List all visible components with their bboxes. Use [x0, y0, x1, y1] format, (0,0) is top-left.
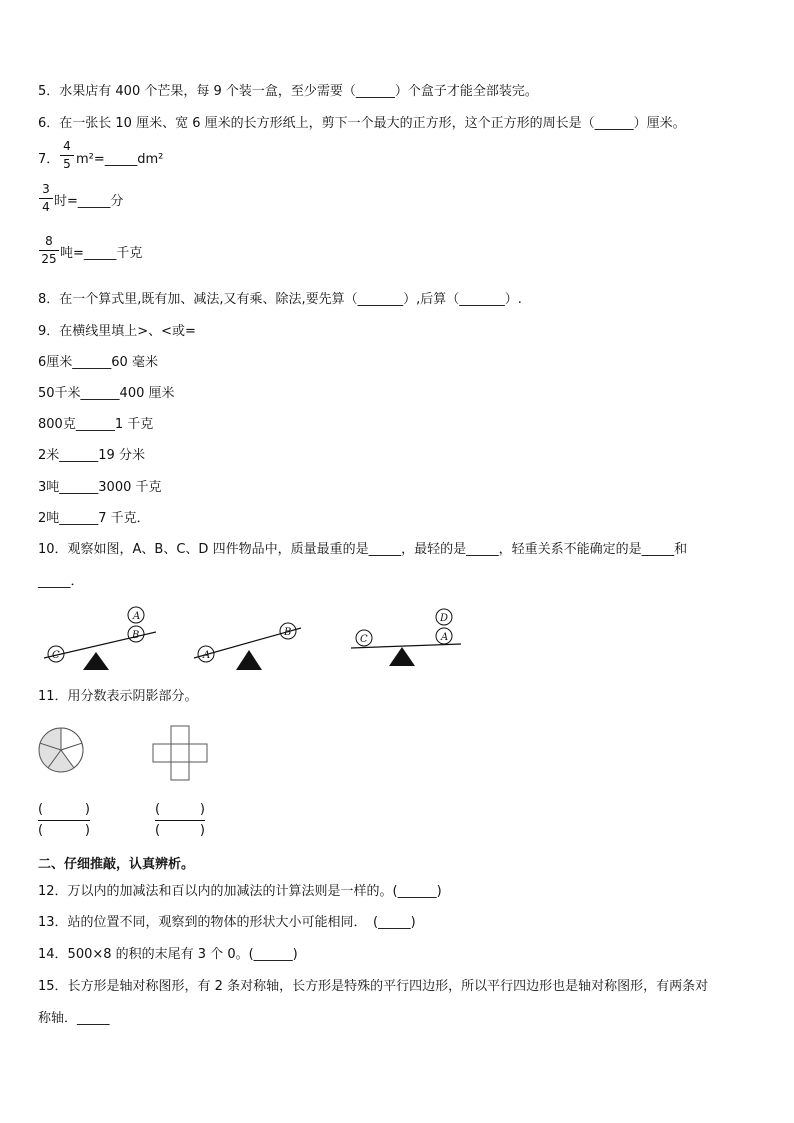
- paren-left: (: [155, 823, 161, 838]
- question-8: 8．在一个算式里,既有加、减法,又有乘、除法,要先算（_______）,后算（_______）.: [38, 292, 522, 307]
- answer-fraction-2[interactable]: [155, 802, 205, 839]
- scale1-ball-a: A: [133, 611, 141, 622]
- scale1-ball-c: C: [52, 650, 60, 661]
- balance-scale-2: [194, 623, 301, 670]
- question-15-line2: 称轴．_____: [38, 1011, 110, 1026]
- paren-left: (: [38, 823, 44, 838]
- question-11-stem: 11．用分数表示阴影部分。: [38, 689, 198, 704]
- numerator: 8: [45, 234, 53, 248]
- paren-right: ): [84, 802, 90, 817]
- q9-item: 800克______1 千克: [38, 417, 154, 432]
- denominator: 25: [41, 252, 57, 266]
- scale3-ball-a: A: [441, 632, 449, 643]
- question-7-number: 7．: [38, 152, 60, 167]
- section-2-heading: 二、仔细推敲，认真辨析。: [38, 857, 195, 872]
- answer-fraction-1[interactable]: [38, 802, 90, 839]
- scale2-ball-b: B: [284, 627, 292, 638]
- q9-item: 2米______19 分米: [38, 448, 145, 463]
- balance-scale-1: [44, 607, 156, 670]
- question-5: 5．水果店有 400 个芒果，每 9 个装一盒，至少需要（______）个盒子才能全部装完。: [38, 84, 538, 99]
- paren-right: ): [199, 802, 205, 817]
- question-13: 13．站的位置不同，观察到的物体的形状大小可能相同． (_____): [38, 915, 416, 930]
- paren-right: ): [84, 823, 90, 838]
- numerator: 3: [42, 182, 50, 196]
- balance-scales-figure: [36, 600, 466, 672]
- paren-left: (: [38, 802, 44, 817]
- denominator: 5: [63, 157, 71, 171]
- question-9-stem: 9．在横线里填上>、<或=: [38, 324, 196, 339]
- balance-scale-3: [351, 609, 461, 666]
- scale3-ball-c: C: [360, 634, 368, 645]
- question-12: 12．万以内的加减法和百以内的加减法的计算法则是一样的。(______): [38, 884, 442, 899]
- fraction-8-25: [39, 235, 59, 266]
- scale1-ball-b: B: [132, 630, 140, 641]
- q7-part3: 吨=_____千克: [60, 246, 143, 261]
- question-15-line1: 15．长方形是轴对称图形，有 2 条对称轴，长方形是特殊的平行四边形，所以平行四边形也是轴对称图形，有两条对: [38, 979, 709, 994]
- question-6: 6．在一张长 10 厘米、宽 6 厘米的长方形纸上，剪下一个最大的正方形，这个正方形的周长是（______）厘米。: [38, 116, 686, 131]
- question-14: 14．500×8 的积的末尾有 3 个 0。(______): [38, 947, 298, 962]
- scale3-ball-d: D: [440, 613, 449, 624]
- fraction-4-5: [60, 140, 74, 171]
- q9-item: 6厘米______60 毫米: [38, 355, 158, 370]
- q9-item: 50千米______400 厘米: [38, 386, 175, 401]
- numerator: 4: [63, 139, 71, 153]
- shaded-circle-figure: [36, 726, 88, 776]
- question-10-line2: _____．: [38, 574, 84, 589]
- q9-item: 2吨______7 千克．: [38, 511, 150, 526]
- fraction-3-4: [39, 183, 53, 214]
- denominator: 4: [42, 200, 50, 214]
- q7-part2: 时=_____分: [54, 194, 124, 209]
- q9-item: 3吨______3000 千克: [38, 480, 162, 495]
- scale2-ball-a: A: [203, 650, 211, 661]
- paren-right: ): [199, 823, 205, 838]
- q7-part1: m²=_____dm²: [76, 152, 164, 167]
- question-10-line1: 10．观察如图，A、B、C、D 四件物品中，质量最重的是_____，最轻的是_____，轻重关系不能确定的是_____和: [38, 542, 688, 557]
- paren-left: (: [155, 802, 161, 817]
- cross-shape-figure: [152, 724, 210, 782]
